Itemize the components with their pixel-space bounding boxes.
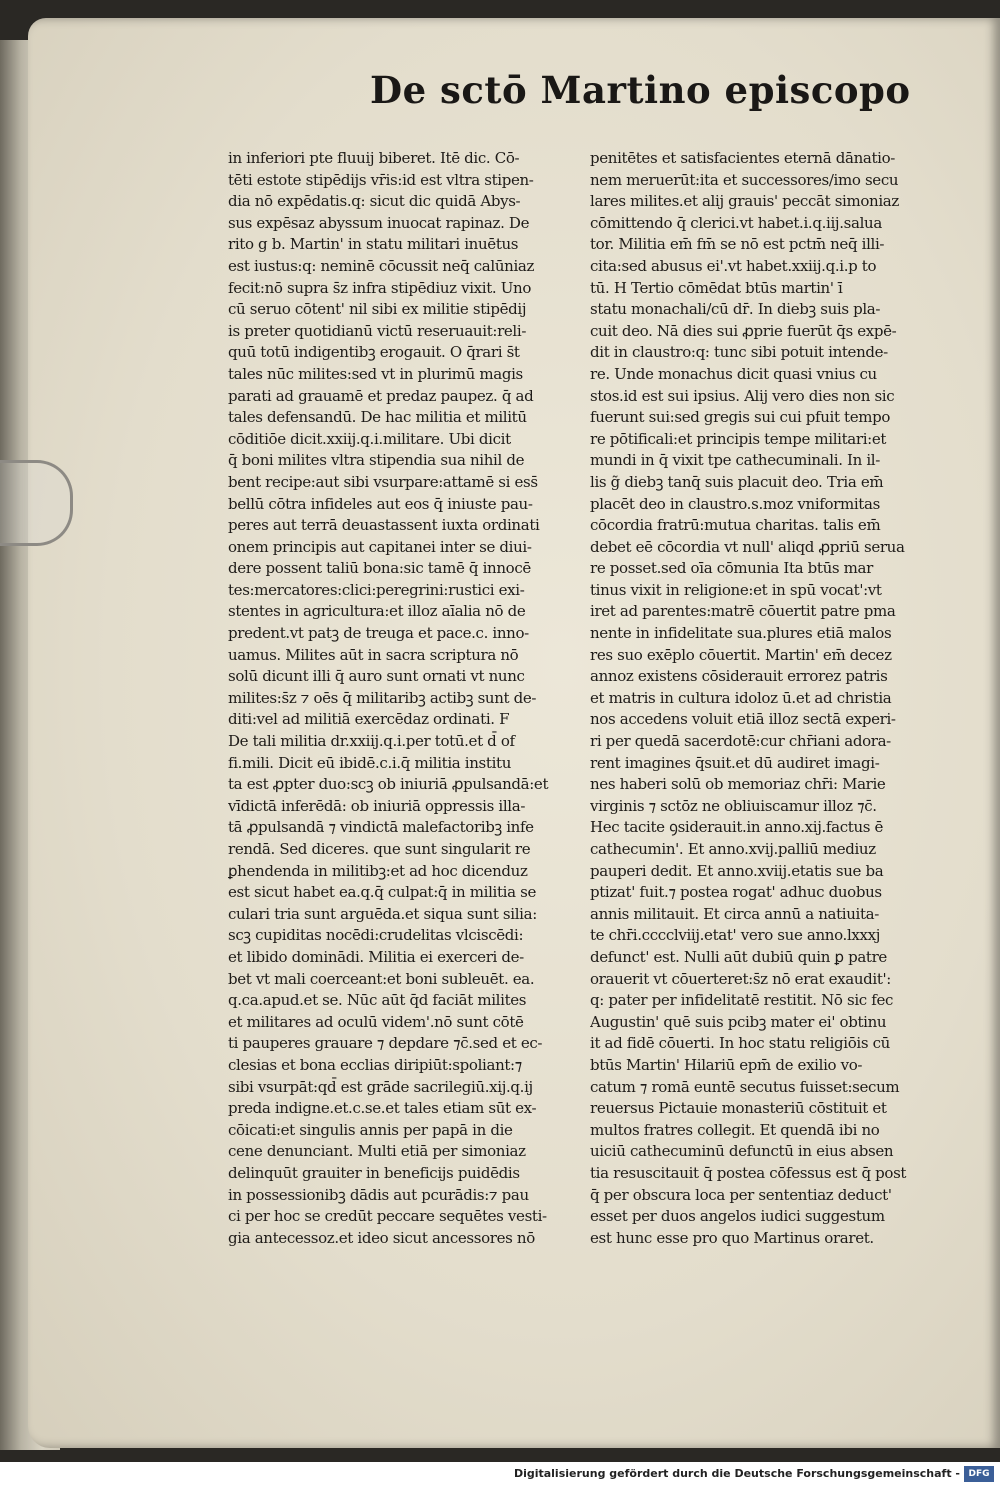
text-line: est hunc esse pro quo Martinus oraret. xyxy=(590,1228,874,1247)
text-line: tū. H Tertio cōmēdat btūs martin' ī xyxy=(590,278,843,297)
text-line: lares milites.et alij grauis' peccāt simoniaz xyxy=(590,192,899,211)
text-line: vīdictā inferēdā: ob iniuriā oppressis illa- xyxy=(228,796,526,815)
text-line: in possessionibꝫ dādis aut pcurādis:⁊ pau xyxy=(228,1185,529,1204)
text-line: onem principis aut capitanei inter se diui- xyxy=(228,537,532,556)
footer-bar xyxy=(0,1462,1000,1488)
text-line: tā ꝓpulsandā ⁊ vindictā malefactoribꝫ infe xyxy=(228,818,534,837)
text-line: q.ca.apud.et se. Nūc aūt q̄d faciāt milites xyxy=(228,991,527,1010)
text-line: tales defensandū. De hac militia et militū xyxy=(228,408,527,427)
text-line: preda indigne.et.c.se.et tales etiam sūt ex- xyxy=(228,1099,537,1118)
text-line: fecit:nō supra s̄z infra stipēdiuz vixit. Uno xyxy=(228,278,532,297)
text-line: bellū cōtra infideles aut eos q̄ iniuste pau- xyxy=(228,494,533,513)
text-line: re. Unde monachus dicit quasi vnius cu xyxy=(590,364,877,383)
text-line: dia nō expēdatis.q: sicut dic quidā Abys- xyxy=(228,192,521,211)
text-line: De tali militia dr.xxiij.q.i.per totū.et d̄ of xyxy=(228,732,515,751)
text-line: ci per hoc se credūt peccare sequētes vesti- xyxy=(228,1207,547,1226)
text-line: dit in claustro:q: tunc sibi potuit intende- xyxy=(590,343,888,362)
text-line: defunct' est. Nulli aūt dubiū quin ꝑ patre xyxy=(590,947,887,966)
text-line: solū dicunt illi q̄ auro sunt ornati vt nunc xyxy=(228,667,525,686)
text-line: ti pauperes grauare ⁊ depdare ⁊c̄.sed et ec- xyxy=(228,1034,543,1053)
text-line: lis g̃ diebꝫ tanq̄ suis placuit deo. Tria em̄ xyxy=(590,472,884,491)
text-line: bet vt mali coerceant:et boni subleuēt. ea. xyxy=(228,969,535,988)
text-line: re pōtificali:et principis tempe militari:et xyxy=(590,429,887,448)
text-line: ꝑhendenda in militibꝫ:et ad hoc dicenduz xyxy=(228,861,528,880)
text-line: stentes in agricultura:et illoz aīalia nō de xyxy=(228,602,526,621)
left-text-column xyxy=(228,148,578,1249)
right-text-column xyxy=(590,148,940,1249)
text-line: tor. Militia em̄ fm̄ se nō est pctm̄ neq̄ illi- xyxy=(590,235,885,254)
text-line: debet eē cōcordia vt null' aliqd ꝓpriū serua xyxy=(590,537,905,556)
text-line: stos.id est sui ipsius. Alij vero dies non sic xyxy=(590,386,895,405)
text-line: cita:sed abusus ei'.vt habet.xxiij.q.i.p to xyxy=(590,256,877,275)
text-line: fuerunt sui:sed gregis sui cui pfuit tempo xyxy=(590,408,891,427)
text-line: Hec tacite ꝯsiderauit.in anno.xij.factus ē xyxy=(590,818,884,837)
text-line: cōicati:et singulis annis per papā in die xyxy=(228,1120,513,1139)
text-line: q: pater per infidelitatē restitit. Nō sic fec xyxy=(590,991,894,1010)
text-line: cū seruo cōtent' nil sibi ex militie stipēdij xyxy=(228,300,527,319)
text-line: btūs Martin' Hilariū epm̄ de exilio vo- xyxy=(590,1055,863,1074)
text-line: virginis ⁊ sctōz ne obliuiscamur illoz ⁊c̄. xyxy=(590,796,877,815)
text-line: in inferiori pte fluuij biberet. Itē dic. Cō- xyxy=(228,149,520,167)
text-line: sibi vsurpāt:qd̄ est grāde sacrilegiū.xij.q.ij xyxy=(228,1077,533,1096)
text-line: statu monachali/cū dr̄. In diebꝫ suis pla- xyxy=(590,300,881,319)
text-line: nes haberi solū ob memoriaz chr̄i: Marie xyxy=(590,775,886,794)
text-line: gia antecessoz.et ideo sicut ancessores nō xyxy=(228,1228,535,1247)
text-line: tes:mercatores:clici:peregrini:rustici exi- xyxy=(228,580,525,599)
text-line: fi.mili. Dicit eū ibidē.c.i.q̄ militia institu xyxy=(228,753,512,772)
text-line: Augustin' quē suis pcibꝫ mater ei' obtinu xyxy=(590,1012,887,1031)
text-line: peres aut terrā deuastassent iuxta ordinati xyxy=(228,516,540,535)
text-line: rito g b. Martin' in statu militari inuētus xyxy=(228,235,519,254)
text-line: placēt deo in claustro.s.moz vniformitas xyxy=(590,494,880,513)
text-line: cōcordia fratrū:mutua charitas. talis em̄ xyxy=(590,516,881,535)
text-line: clesias et bona ecclias diripiūt:spoliant:⁊ xyxy=(228,1055,522,1074)
text-line: annoz existens cōsiderauit errorez patris xyxy=(590,667,888,686)
text-line: tēti estote stipēdijs vr̄is:id est vltra stipen- xyxy=(228,170,534,189)
text-line: cathecumin'. Et anno.xvij.palliū mediuz xyxy=(590,840,876,858)
text-line: et libido dominādi. Militia ei exerceri de- xyxy=(228,947,524,966)
paper-clip xyxy=(0,460,73,546)
text-line: te chr̄i.cccclviij.etat' vero sue anno.lxxxj xyxy=(590,926,881,945)
text-line: milites:s̄z ⁊ oēs q̄ militaribꝫ actibꝫ sunt de- xyxy=(228,688,537,707)
text-line: est iustus:q: neminē cōcussit neq̄ calūniaz xyxy=(228,256,535,275)
text-line: re posset.sed oīa cōmunia Ita btūs mar xyxy=(590,559,873,578)
text-line: cōmittendo q̄ clerici.vt habet.i.q.iij.salua xyxy=(590,213,882,232)
text-line: sus expēsaz abyssum inuocat rapinaz. De xyxy=(228,213,530,232)
text-line: uiciū cathecuminū defunctū in eius absen xyxy=(590,1142,894,1161)
text-line: catum ⁊ romā euntē secutus fuisset:secum xyxy=(590,1077,900,1096)
text-line: it ad fidē cōuerti. In hoc statu religiōis cū xyxy=(590,1034,890,1053)
text-line: pauperi dedit. Et anno.xviij.etatis sue ba xyxy=(590,861,884,880)
text-line: predent.vt patꝫ de treuga et pace.c. inno- xyxy=(228,624,529,643)
text-line: uamus. Milites aūt in sacra scriptura nō xyxy=(228,645,519,664)
text-line: nente in infidelitate sua.plures etiā malos xyxy=(590,624,892,643)
text-line: cuit deo. Nā dies sui ꝓprie fuerūt q̄s expē- xyxy=(590,321,897,340)
text-line: est sicut habet ea.q.q̄ culpat:q̄ in militia se xyxy=(228,883,536,902)
text-line: rendā. Sed diceres. que sunt singularit re xyxy=(228,840,531,858)
text-line: penitētes et satisfacientes eternā dānatio- xyxy=(590,149,895,167)
text-line: is preter quotidianū victū reseruauit:reli- xyxy=(228,321,527,340)
text-line: ta est ꝓpter duo:scꝫ ob iniuriā ꝓpulsandā:et xyxy=(228,775,549,794)
text-line: rent imagines q̄suit.et dū audiret imagi- xyxy=(590,753,880,772)
page-heading: De sctō Martino episcopo xyxy=(370,68,911,112)
text-line: diti:vel ad militiā exercēdaz ordinati. F xyxy=(228,710,510,729)
text-line: quū totū indigentibꝫ erogauit. O q̄rari s̄t xyxy=(228,343,520,362)
text-line: et militares ad oculū videm'.nō sunt cōtē xyxy=(228,1012,524,1031)
text-line: tales nūc milites:sed vt in plurimū magis xyxy=(228,364,523,383)
text-line: multos fratres collegit. Et quendā ibi no xyxy=(590,1120,880,1139)
text-line: esset per duos angelos iudici suggestum xyxy=(590,1207,885,1226)
text-line: q̄ boni milites vltra stipendia sua nihil de xyxy=(228,451,525,470)
text-line: mundi in q̄ vixit tpe cathecuminali. In il- xyxy=(590,451,880,470)
footer-credit: Digitalisierung gefördert durch die Deutsche Forschungsgemeinschaft - xyxy=(513,1467,960,1480)
dfg-logo-icon: DFG xyxy=(964,1466,994,1482)
text-line: culari tria sunt arguēda.et siqua sunt silia: xyxy=(228,904,537,923)
text-line: nem meruerūt:ita et successores/imo secu xyxy=(590,170,899,189)
text-line: res suo exēplo cōuertit. Martin' em̄ decez xyxy=(590,645,892,664)
text-line: reuersus Pictauie monasteriū cōstituit et xyxy=(590,1099,887,1118)
text-line: cōditiōe dicit.xxiij.q.i.militare. Ubi dicit xyxy=(228,429,511,448)
text-line: tia resuscitauit q̄ postea cōfessus est q̄ post xyxy=(590,1163,907,1182)
text-line: iret ad parentes:matrē cōuertit patre pma xyxy=(590,602,896,621)
text-line: annis militauit. Et circa annū a natiuita- xyxy=(590,904,879,923)
text-line: delinquūt grauiter in beneficijs puidēdis xyxy=(228,1163,520,1182)
text-line: orauerit vt cōuerteret:s̄z nō erat exaudit': xyxy=(590,969,891,988)
text-line: et matris in cultura idoloz ū.et ad christia xyxy=(590,688,892,707)
text-line: scꝫ cupiditas nocēdi:crudelitas vlciscēdi: xyxy=(228,926,524,945)
text-line: q̄ per obscura loca per sententiaz deduct' xyxy=(590,1185,892,1204)
text-line: ptizat' fuit.⁊ postea rogat' adhuc duobus xyxy=(590,883,882,902)
text-line: bent recipe:aut sibi vsurpare:attamē si ess̄ xyxy=(228,472,538,491)
text-line: parati ad grauamē et predaz paupez. q̄ ad xyxy=(228,386,534,405)
text-line: cene denunciant. Multi etiā per simoniaz xyxy=(228,1142,526,1161)
text-line: tinus vixit in religione:et in spū vocat':vt xyxy=(590,580,882,599)
text-line: ri per quedā sacerdotē:cur chr̄iani adora- xyxy=(590,732,891,751)
text-line: nos accedens voluit etiā illoz sectā experi- xyxy=(590,710,896,729)
text-line: dere possent taliū bona:sic tamē q̄ innocē xyxy=(228,559,531,578)
